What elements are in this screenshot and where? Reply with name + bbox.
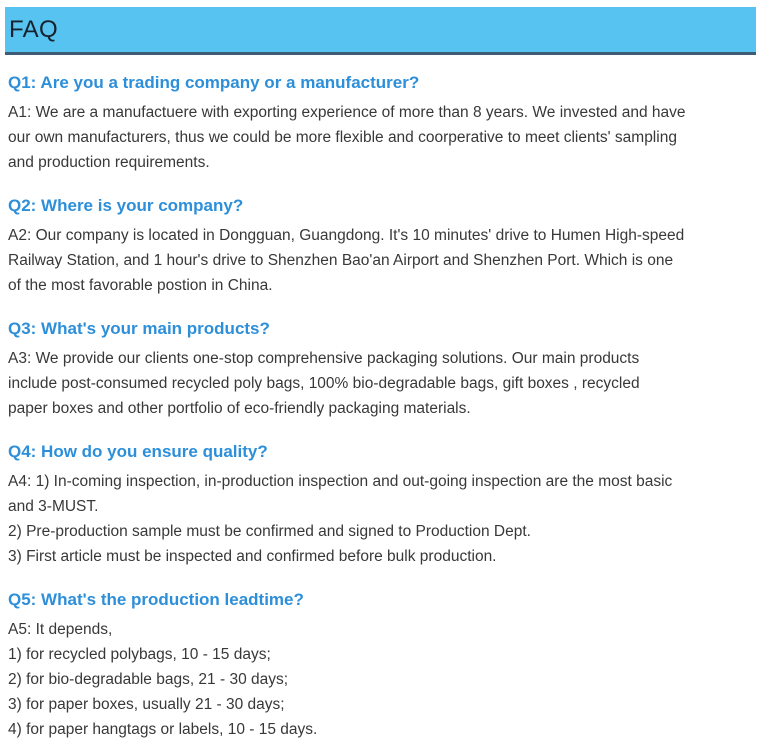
answer-line: 3) for paper boxes, usually 21 - 30 days; (8, 696, 285, 713)
answer-line: include post-consumed recycled poly bags, 100% bio-degradable bags, gift boxes , recycled (8, 375, 640, 392)
faq-question: Q4: How do you ensure quality? (8, 442, 268, 461)
answer-line: of the most favorable postion in China. (8, 277, 273, 294)
answer-line: our own manufacturers, thus we could be more flexible and coorperative to meet clients' sampling (8, 129, 677, 146)
faq-section (8, 318, 757, 421)
answer-line: A2: Our company is located in Dongguan, Guangdong. It's 10 minutes' drive to Humen High-speed (8, 227, 685, 244)
answer-line: A5: It depends, (8, 621, 113, 638)
answer-line: 2) Pre-production sample must be confirmed and signed to Production Dept. (8, 523, 531, 540)
answer-line: 2) for bio-degradable bags, 21 - 30 days; (8, 671, 289, 688)
answer-line: and 3-MUST. (8, 498, 99, 515)
answer-line: 4) for paper hangtags or labels, 10 - 15 days. (8, 721, 318, 738)
faq-question: Q2: Where is your company? (8, 196, 244, 215)
faq-answer (8, 223, 757, 298)
faq-question: Q1: Are you a trading company or a manufacturer? (8, 73, 420, 92)
answer-line: A4: 1) In-coming inspection, in-production inspection and out-going inspection are the most basic (8, 473, 673, 490)
answer-line: 1) for recycled polybags, 10 - 15 days; (8, 646, 271, 663)
faq-answer (8, 469, 757, 569)
page-title: FAQ (9, 15, 58, 43)
faq-section (8, 441, 757, 569)
faq-content (0, 72, 765, 742)
faq-answer (8, 346, 757, 421)
faq-section (8, 589, 757, 742)
answer-line: Railway Station, and 1 hour's drive to Shenzhen Bao'an Airport and Shenzhen Port. Which is one (8, 252, 674, 269)
faq-answer (8, 617, 757, 742)
faq-header-bar (5, 7, 756, 55)
answer-line: paper boxes and other portfolio of eco-friendly packaging materials. (8, 400, 471, 417)
faq-section (8, 72, 757, 175)
answer-line: 3) First article must be inspected and confirmed before bulk production. (8, 548, 497, 565)
faq-question: Q3: What's your main products? (8, 319, 270, 338)
faq-answer (8, 100, 757, 175)
answer-line: A1: We are a manufactuere with exporting experience of more than 8 years. We invested and have (8, 104, 686, 121)
answer-line: and production requirements. (8, 154, 210, 171)
faq-question: Q5: What's the production leadtime? (8, 590, 304, 609)
answer-line: A3: We provide our clients one-stop comprehensive packaging solutions. Our main products (8, 350, 640, 367)
faq-section (8, 195, 757, 298)
